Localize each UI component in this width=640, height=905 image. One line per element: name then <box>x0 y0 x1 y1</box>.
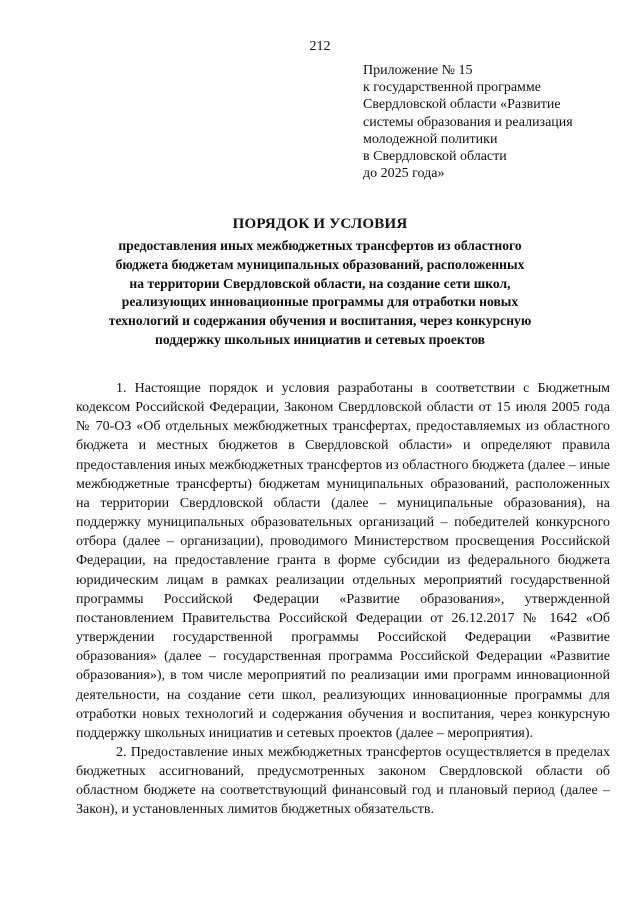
page-number: 212 <box>309 39 331 54</box>
subtitle-line: реализующих инновационные программы для отработки новых <box>121 294 519 310</box>
paragraph-1: 1. Настоящие порядок и условия разработаны в соответствии с Бюджетным кодексом Российской Федерации, Законом Свердловской области от 15 июля 2005 года № 70-ОЗ «Об отдельных межбюджетных трансфертах, предоставляемых из областного бюджета и местных бюджетов в Свердловской области» и определяют правила предоставления иных межбюджетных трансфертов из областного бюджета (далее – иные межбюджетные трансферты) бюджетам муниципальных образований, расположенных на территории Свердловской области (далее – муниципальные образования), на поддержку муниципальных образовательных организаций – победителей конкурсного отбора (далее – организации), проводимого Министерством просвещения Российской Федерации, на предоставление гранта в форме субсидии из федерального бюджета юридическим лицам в рамках реализации отдельных мероприятий государственной программы Российской Федерации «Развитие образования», утвержденной постановлением Правительства Российской Федерации от 26.12.2017 № 1642 «Об утверждении государственной программы Российской Федерации «Развитие образования» (далее – государственная программа Российской Федерации «Развитие образования»), в том числе мероприятий по реализации ими программ инновационной деятельности, на создание сети школ, реализующих инновационные программы для отработки новых технологий и содержания обучения и воспитания, через конкурсную поддержку школьных инициатив и сетевых проектов (далее – мероприятия). <box>76 381 610 741</box>
appendix-line: молодежной политики <box>363 131 498 147</box>
appendix-line: Свердловской области «Развитие <box>363 97 561 113</box>
subtitle-line: поддержку школьных инициатив и сетевых проектов <box>154 331 485 347</box>
appendix-line: до 2025 года» <box>363 166 445 182</box>
appendix-line: к государственной программе <box>363 80 541 96</box>
subtitle-line: технологий и содержания обучения и воспитания, через конкурсную <box>108 313 532 329</box>
appendix-line: в Свердловской области <box>363 149 507 165</box>
subtitle-line: бюджета бюджетам муниципальных образований, расположенных <box>115 256 525 272</box>
subtitle-line: предоставления иных межбюджетных трансфертов из областного <box>118 238 522 253</box>
appendix-header <box>363 62 623 182</box>
document-title: ПОРЯДОК И УСЛОВИЯ <box>232 216 408 232</box>
document-body <box>76 379 610 820</box>
subtitle-line: на территории Свердловской области, на создание сети школ, <box>129 275 511 291</box>
appendix-line: Приложение № 15 <box>363 63 473 78</box>
appendix-line: системы образования и реализация <box>363 114 573 130</box>
paragraph-2: 2. Предоставление иных межбюджетных трансфертов осуществляется в пределах бюджетных ассигнований, предусмотренных законом Свердловской области об областном бюджете на соответствующий финансовый год и плановый период (далее – Закон), и установленных лимитов бюджетных обязательств. <box>76 744 610 818</box>
document-subtitle <box>60 237 580 350</box>
